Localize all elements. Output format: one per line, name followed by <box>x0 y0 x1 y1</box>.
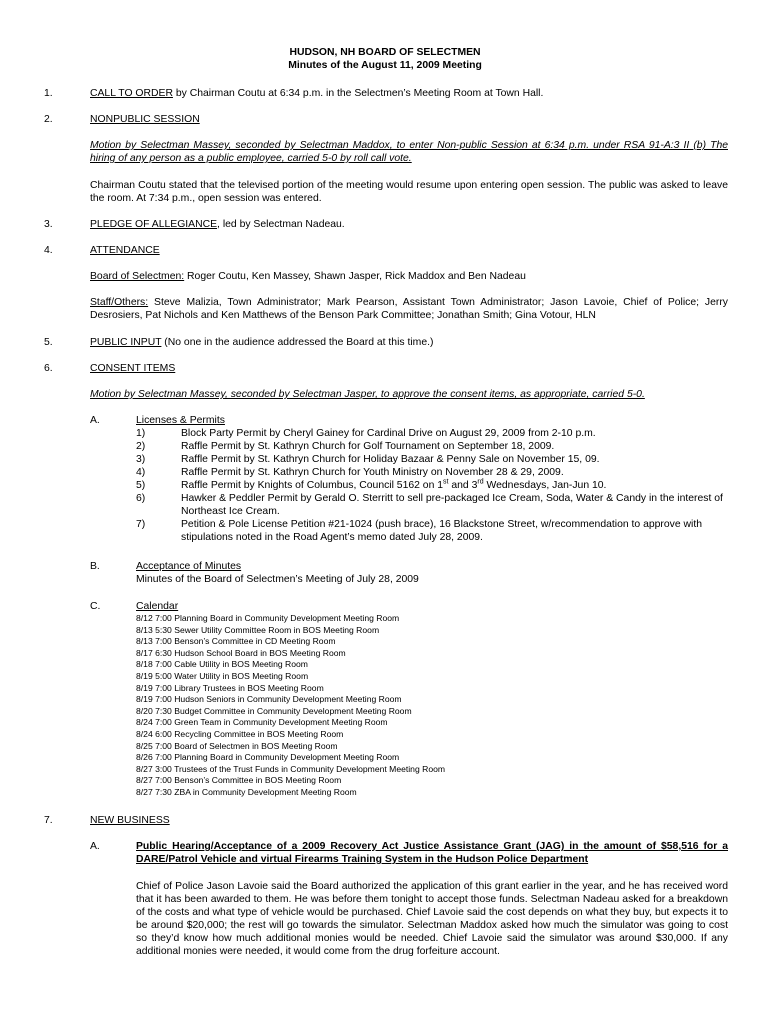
calendar-entry: 8/19 7:00 Hudson Seniors in Community Development Meeting Room <box>136 694 402 705</box>
section-heading: ATTENDANCE <box>90 245 160 256</box>
motion-text: Motion by Selectman Massey, seconded by Selectman Jasper, to approve the consent items, as appropriate, carried 5-0. <box>90 389 645 400</box>
list-item-text: Block Party Permit by Cheryl Gainey for Cardinal Drive on August 29, 2009 from 2-10 p.m. <box>181 428 596 439</box>
section-heading: NEW BUSINESS <box>90 815 170 826</box>
section-heading: CALL TO ORDER <box>90 88 173 99</box>
section-number: 2. <box>44 114 53 125</box>
subsection-letter: A. <box>90 841 100 852</box>
motion-text: Motion by Selectman Massey, seconded by Selectman Maddox, to enter Non-public Session at 6:34 p.m. under RSA 91-A:3 II (b) The hiring of any person as a public employee, carried 5-0 by roll call vote. <box>90 140 728 164</box>
calendar-entry: 8/25 7:00 Board of Selectmen in BOS Meeting Room <box>136 740 338 751</box>
list-item <box>136 518 728 544</box>
section-number: 7. <box>44 815 53 826</box>
agenda-item-paragraph: Chief of Police Jason Lavoie said the Board authorized the application of this grant earlier in the year, and he has received word that it has been awarded to them. He was before them tonight to accept those funds. Selectman Nadeau asked for a breakdown of the costs and what type of vehicle would be purchased. Chief Lavoie said the cost depends on what they buy, but expects it to be around $20,000; the rest will go towards the simulator. Selectman Maddox asked how much the simulator was going to cost so they’d know how much additional monies would be needed. Chief Lavoie said the simulator was around $30,000. If any additional monies were needed, it would come from the drug forfeiture account. <box>136 881 728 957</box>
section-number: 4. <box>44 245 53 256</box>
list-item <box>136 492 728 518</box>
calendar-entry: 8/27 3:00 Trustees of the Trust Funds in Community Development Meeting Room <box>136 763 446 774</box>
section-number: 6. <box>44 363 53 374</box>
section-heading: PLEDGE OF ALLEGIANCE <box>90 219 218 230</box>
list-item-number: 7) <box>136 519 146 530</box>
board-label: Board of Selectmen: <box>90 271 185 282</box>
section-text: by Chairman Coutu at 6:34 p.m. in the Selectmen’s Meeting Room at Town Hall. <box>172 88 544 99</box>
calendar-entry: 8/24 6:00 Recycling Committee in BOS Meeting Room <box>136 728 344 739</box>
list-item-text <box>181 479 726 492</box>
list-item <box>136 479 728 492</box>
section-number: 3. <box>44 219 53 230</box>
list-item-text: Raffle Permit by St. Kathryn Church for Youth Ministry on November 28 & 29, 2009. <box>181 467 564 478</box>
list-item-text: Petition & Pole License Petition #21-1024 (push brace), 16 Blackstone Street, w/recommendation to approve with stipulations noted in the Road Agent’s memo dated July 28, 2009. <box>181 519 702 543</box>
section-heading: PUBLIC INPUT <box>90 337 162 348</box>
list-item-text: Hawker & Peddler Permit by Gerald O. Sterritt to sell pre-packaged Ice Cream, Soda, Water & Candy in the interest of Northeast Ice Cream. <box>181 493 723 517</box>
calendar-entry: 8/19 7:00 Library Trustees in BOS Meeting Room <box>136 682 324 693</box>
document-title: HUDSON, NH BOARD OF SELECTMEN <box>289 47 481 58</box>
calendar-entry: 8/20 7:30 Budget Committee in Community Development Meeting Room <box>136 705 412 716</box>
section-number: 5. <box>44 337 53 348</box>
calendar-entry: 8/27 7:00 Benson’s Committee in BOS Meeting Room <box>136 775 342 786</box>
text-part: Wednesdays, Jan-Jun 10. <box>483 480 607 491</box>
paragraph: Chairman Coutu stated that the televised portion of the meeting would resume upon entering open session. The public was asked to leave the room. At 7:34 p.m., open session was entered. <box>90 180 728 204</box>
subsection-letter: B. <box>90 561 100 572</box>
section-text: , led by Selectman Nadeau. <box>217 219 345 230</box>
subsection-title: Licenses & Permits <box>136 415 225 426</box>
subsection-title: Acceptance of Minutes <box>136 561 242 572</box>
subsection-letter: A. <box>90 415 100 426</box>
list-item <box>136 440 728 453</box>
calendar-entry: 8/12 7:00 Planning Board in Community Development Meeting Room <box>136 613 400 623</box>
list-item-number: 3) <box>136 454 146 465</box>
board-members: Roger Coutu, Ken Massey, Shawn Jasper, Rick Maddox and Ben Nadeau <box>184 271 526 282</box>
calendar-entry: 8/13 7:00 Benson’s Committee in CD Meeting Room <box>136 636 336 647</box>
calendar <box>136 600 728 799</box>
staff-attendance <box>90 296 728 322</box>
section-number: 1. <box>44 88 53 99</box>
calendar-entry: 8/17 6:30 Hudson School Board in BOS Meeting Room <box>136 647 346 658</box>
list-item-text: Raffle Permit by St. Kathryn Church for Golf Tournament on September 18, 2009. <box>181 441 555 452</box>
licenses-permits <box>136 414 728 544</box>
calendar-entry: 8/27 7:30 ZBA in Community Development Meeting Room <box>136 786 357 797</box>
subsection-title: Calendar <box>136 601 179 612</box>
subsection-letter: C. <box>90 601 101 612</box>
list-item-number: 1) <box>136 428 146 439</box>
calendar-list <box>136 613 728 799</box>
calendar-entry: 8/24 7:00 Green Team in Community Development Meeting Room <box>136 717 388 728</box>
list-item <box>136 427 728 440</box>
list-item-text: Raffle Permit by St. Kathryn Church for Holiday Bazaar & Penny Sale on November 15, 09. <box>181 454 600 465</box>
list-item <box>136 453 728 466</box>
list-item-number: 4) <box>136 467 146 478</box>
section-heading: NONPUBLIC SESSION <box>90 114 200 125</box>
text-part: and 3 <box>448 480 478 491</box>
list-item-number: 2) <box>136 441 146 452</box>
ordinal-suffix: st <box>443 478 449 486</box>
subsection-text: Minutes of the Board of Selectmen’s Meeting of July 28, 2009 <box>136 574 419 585</box>
agenda-item-title: Public Hearing/Acceptance of a 2009 Recovery Act Justice Assistance Grant (JAG) in the amount of $58,516 for a DARE/Patrol Vehicle and virtual Firearms Training System in the Hudson Police Department <box>136 841 728 865</box>
list-item-number: 5) <box>136 480 146 491</box>
calendar-entry: 8/18 7:00 Cable Utility in BOS Meeting Room <box>136 659 308 670</box>
text-part: Raffle Permit by Knights of Columbus, Council 5162 on 1 <box>181 480 444 491</box>
calendar-entry: 8/13 5:30 Sewer Utility Committee Room in BOS Meeting Room <box>136 624 380 635</box>
list-item-number: 6) <box>136 493 146 504</box>
list-item <box>136 466 728 479</box>
document-subtitle: Minutes of the August 11, 2009 Meeting <box>288 60 482 71</box>
section-heading: CONSENT ITEMS <box>90 363 176 374</box>
staff-members: Steve Malizia, Town Administrator; Mark Pearson, Assistant Town Administrator; Jason Lavoie, Chief of Police; Jerry Desrosiers, Pat Nichols and Ken Matthews of the Benson Park Committee; Jonathan Smith; Gina Votour, HLN <box>90 297 728 321</box>
staff-label: Staff/Others: <box>90 297 149 308</box>
ordinal-suffix: rd <box>477 478 484 486</box>
section-text: (No one in the audience addressed the Board at this time.) <box>161 337 434 348</box>
board-attendance <box>90 270 728 283</box>
calendar-entry: 8/19 5:00 Water Utility in BOS Meeting Room <box>136 670 309 681</box>
acceptance-of-minutes <box>136 560 728 586</box>
calendar-entry: 8/26 7:00 Planning Board in Community Development Meeting Room <box>136 752 400 763</box>
